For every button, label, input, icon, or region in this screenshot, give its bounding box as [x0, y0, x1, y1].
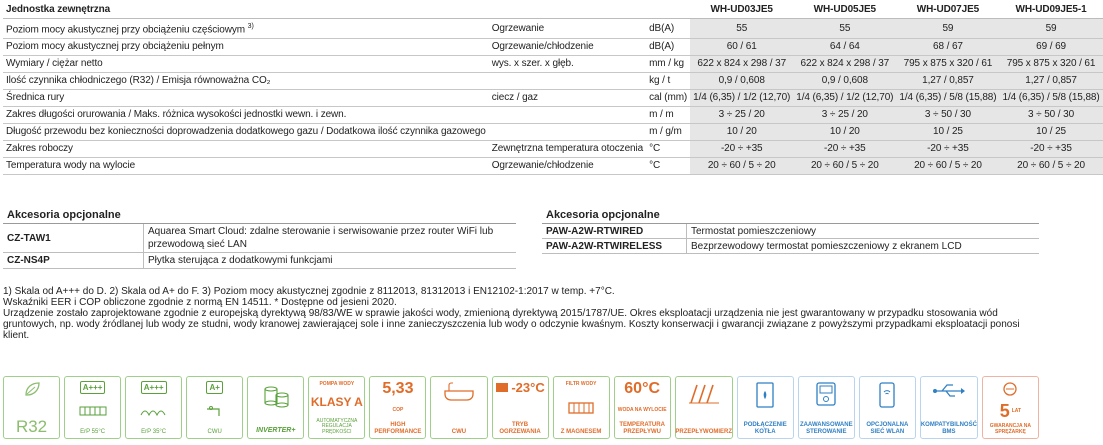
heating-mode-badge: -23°C TRYB OGRZEWANIA: [492, 376, 549, 439]
leaf-icon: [23, 381, 41, 397]
boiler-badge: PODŁĄCZENIE KOTŁA: [737, 376, 794, 439]
accessory-desc: Płytka sterująca z dodatkowymi funkcjami: [144, 253, 517, 269]
table-row: [542, 224, 1039, 239]
erp35-badge: A+++ ErP 35°C: [125, 376, 182, 439]
spec-value: 1/4 (6,35) / 1/2 (12,70): [793, 90, 896, 107]
spec-sub: [489, 124, 646, 141]
spec-value: 64 / 64: [793, 39, 896, 56]
table-row: [3, 253, 516, 269]
spec-unit: °C: [646, 158, 690, 175]
usb-icon: [932, 381, 966, 401]
spec-value: 10 / 25: [896, 124, 999, 141]
cwu-efficiency-badge: A+ CWU: [186, 376, 243, 439]
spec-unit: mm / kg: [646, 56, 690, 73]
spec-unit: dB(A): [646, 39, 690, 56]
accessory-code: PAW-A2W-RTWIRED: [542, 224, 687, 239]
spec-value: 69 / 69: [1000, 39, 1103, 56]
spec-value: 0,9 / 0,608: [793, 73, 896, 90]
spec-sub: [489, 107, 646, 124]
table-row: [3, 56, 1103, 73]
table-row: [3, 224, 516, 253]
accessory-code: CZ-TAW1: [3, 224, 144, 253]
r32-label: R32: [15, 417, 48, 436]
flow-temp-badge: 60°C WODA NA WYLOCIE TEMPERATURA PRZEPŁYWU: [614, 376, 671, 439]
spec-value: 3 ÷ 50 / 30: [896, 107, 999, 124]
spec-value: 3 ÷ 25 / 20: [690, 107, 793, 124]
accessory-desc: Bezprzewodowy termostat pomieszczeniowy z ekranem LCD: [687, 239, 1040, 254]
spec-unit: dB(A): [646, 19, 690, 39]
erp55-badge: A+++ ErP 55°C: [64, 376, 121, 439]
footnote-ref: 3): [247, 23, 254, 30]
spec-value: 3 ÷ 50 / 30: [1000, 107, 1103, 124]
table-row: [3, 90, 1103, 107]
spec-value: 55: [690, 19, 793, 39]
table-row: [542, 239, 1039, 254]
boiler-icon: [754, 381, 776, 409]
spec-header-row: [3, 2, 1103, 19]
spec-value: 0,9 / 0,608: [690, 73, 793, 90]
footnote: 1) Skala od A+++ do D. 2) Skala od A+ do F. 3) Poziom mocy akustycznej zgodnie z 8112013, 81312013 i EN12102-1:2017 w temp. +7°C.: [3, 286, 615, 297]
spec-value: 1/4 (6,35) / 5/8 (15,88): [896, 90, 999, 107]
model-name: WH-UD07JE5: [896, 2, 999, 19]
spec-label: Długość przewodu bez konieczności doprowadzenia dodatkowego gazu / Dodatkowa ilość czynnika gazowego: [3, 124, 489, 141]
radiator-icon: A+++: [80, 381, 106, 394]
r32-badge: [3, 376, 60, 439]
table-row: [3, 39, 1103, 56]
controller-icon: [814, 381, 838, 407]
spec-sub: Ogrzewanie/chłodzenie: [489, 158, 646, 175]
spec-label: Ilość czynnika chłodniczego (R32) / Emisja równoważna CO₂: [3, 73, 489, 90]
spec-value: 10 / 25: [1000, 124, 1103, 141]
spec-value: 60 / 61: [690, 39, 793, 56]
flowmeter-icon: [687, 381, 721, 407]
spec-value: -20 ÷ +35: [793, 141, 896, 158]
spec-value: 1/4 (6,35) / 5/8 (15,88): [1000, 90, 1103, 107]
spec-sub: Ogrzewanie: [489, 19, 646, 39]
spec-label: Zakres roboczy: [3, 141, 489, 158]
spec-label: Temperatura wody na wylocie: [3, 158, 489, 175]
feature-icons: [3, 376, 1039, 442]
spec-sub: wys. x szer. x głęb.: [489, 56, 646, 73]
accessories-left: [3, 208, 516, 269]
table-row: [3, 107, 1103, 124]
spec-label: Zakres długości orurowania / Maks. różnica wysokości jednostki wewn. i zewn.: [3, 107, 489, 124]
spec-value: 1,27 / 0,857: [1000, 73, 1103, 90]
inverter-badge: [247, 376, 304, 439]
spec-value: 10 / 20: [690, 124, 793, 141]
advanced-control-badge: ZAAWANSOWANE STEROWANIE: [798, 376, 855, 439]
spec-value: -20 ÷ +35: [690, 141, 793, 158]
flowmeter-badge: PRZEPŁYWOMIERZ: [675, 376, 733, 439]
spec-title: Jednostka zewnętrzna: [3, 2, 489, 19]
spec-unit: m / m: [646, 107, 690, 124]
spec-table: [3, 2, 1103, 175]
inverter-label: INVERTER+: [256, 427, 296, 434]
floor-heating-icon: [139, 405, 169, 417]
spec-unit: °C: [646, 141, 690, 158]
cop-badge: 5,33 COP HIGH PERFORMANCE: [369, 376, 426, 439]
coins-icon: [261, 381, 291, 411]
spec-unit: kg / t: [646, 73, 690, 90]
smartphone-icon: [876, 381, 898, 409]
warranty-badge: 5 LAT GWARANCJA NA SPRĘŻARKĘ: [982, 376, 1039, 439]
pump-badge: POMPA WODY KLASY A AUTOMATYCZNA REGULACJA PRĘDKOŚCI: [308, 376, 365, 439]
model-name: WH-UD05JE5: [793, 2, 896, 19]
spec-value: 20 ÷ 60 / 5 ÷ 20: [793, 158, 896, 175]
accessory-code: PAW-A2W-RTWIRELESS: [542, 239, 687, 254]
heating-icon: [78, 405, 108, 417]
spec-sub: Zewnętrzna temperatura otoczenia: [489, 141, 646, 158]
table-row: [3, 19, 1103, 39]
cwu-badge: CWU: [430, 376, 487, 439]
spec-value: 622 x 824 x 298 / 37: [793, 56, 896, 73]
spec-value: 59: [896, 19, 999, 39]
spec-value: 20 ÷ 60 / 5 ÷ 20: [690, 158, 793, 175]
spec-value: 795 x 875 x 320 / 61: [896, 56, 999, 73]
compressor-icon: [999, 381, 1021, 397]
spec-value: 20 ÷ 60 / 5 ÷ 20: [1000, 158, 1103, 175]
spec-value: 622 x 824 x 298 / 37: [690, 56, 793, 73]
filter-icon: [566, 399, 596, 417]
spec-value: 10 / 20: [793, 124, 896, 141]
spec-label: Poziom mocy akustycznej przy obciążeniu pełnym: [3, 39, 489, 56]
spec-value: 55: [793, 19, 896, 39]
bathtub-icon: [442, 381, 476, 403]
model-name: WH-UD03JE5: [690, 2, 793, 19]
spec-label: Średnica rury: [3, 90, 489, 107]
spec-value: 1,27 / 0,857: [896, 73, 999, 90]
spec-value: 68 / 67: [896, 39, 999, 56]
spec-label: Wymiary / ciężar netto: [3, 56, 489, 73]
accessories-right: [542, 208, 1039, 254]
spec-label: Poziom mocy akustycznej przy obciążeniu częściowym $^{3)}$: [3, 19, 489, 39]
spec-value: 59: [1000, 19, 1103, 39]
spec-value: 20 ÷ 60 / 5 ÷ 20: [896, 158, 999, 175]
spec-sub: [489, 73, 646, 90]
outdoor-unit-icon: -23°C: [495, 381, 544, 393]
spec-body: [3, 19, 1103, 175]
spec-unit: m / g/m: [646, 124, 690, 141]
accessory-desc: Aquarea Smart Cloud: zdalne sterowanie i serwisowanie przez router WiFi lub przewodową sieć LAN: [144, 224, 517, 253]
spec-unit: cal (mm): [646, 90, 690, 107]
spec-sub: Ogrzewanie/chłodzenie: [489, 39, 646, 56]
spec-value: 1/4 (6,35) / 1/2 (12,70): [690, 90, 793, 107]
footnote: Wskaźniki EER i COP obliczone zgodnie z normą EN 14511. * Dostępne od jesieni 2020.: [3, 297, 397, 308]
footnote: Urządzenie zostało zaprojektowane zgodnie z europejską dyrektywą 98/83/WE w sprawie jakości wody, zmienioną dyrektywą 2015/1787/UE. Okres eksploatacji urządzenia nie jest gwarantowany w przypadku stosowania wód gruntowych, np. wody źródlanej lub wody ze studni, wody kranowej zawierającej sole i inne zanieczyszczenia lub wody o odczynie kwaśnym. Koszty konserwacji i gwarancji związane z powyższymi przypadkami eksploatacji ponosi klient.: [3, 308, 1020, 341]
cop-value: 5,33: [382, 380, 414, 397]
accessories-right-title: Akcesoria opcjonalne: [542, 208, 1039, 224]
table-row: [3, 124, 1103, 141]
spec-value: -20 ÷ +35: [1000, 141, 1103, 158]
spec-value: 3 ÷ 25 / 20: [793, 107, 896, 124]
spec-sub: ciecz / gaz: [489, 90, 646, 107]
accessories-left-title: Akcesoria opcjonalne: [3, 208, 516, 224]
spec-value: 795 x 875 x 320 / 61: [1000, 56, 1103, 73]
spec-value: -20 ÷ +35: [896, 141, 999, 158]
model-name: WH-UD09JE5-1: [1000, 2, 1103, 19]
bms-badge: KOMPATYBILNOŚĆ BMS: [920, 376, 978, 439]
tap-icon: [203, 405, 227, 417]
accessory-desc: Termostat pomieszczeniowy: [687, 224, 1040, 239]
footnotes: [3, 286, 1039, 341]
table-row: [3, 141, 1103, 158]
filter-badge: FILTR WODY Z MAGNESEM: [553, 376, 610, 439]
table-row: [3, 73, 1103, 90]
wlan-badge: OPCJONALNA SIEĆ WLAN: [859, 376, 916, 439]
table-row: [3, 158, 1103, 175]
accessory-code: CZ-NS4P: [3, 253, 144, 269]
